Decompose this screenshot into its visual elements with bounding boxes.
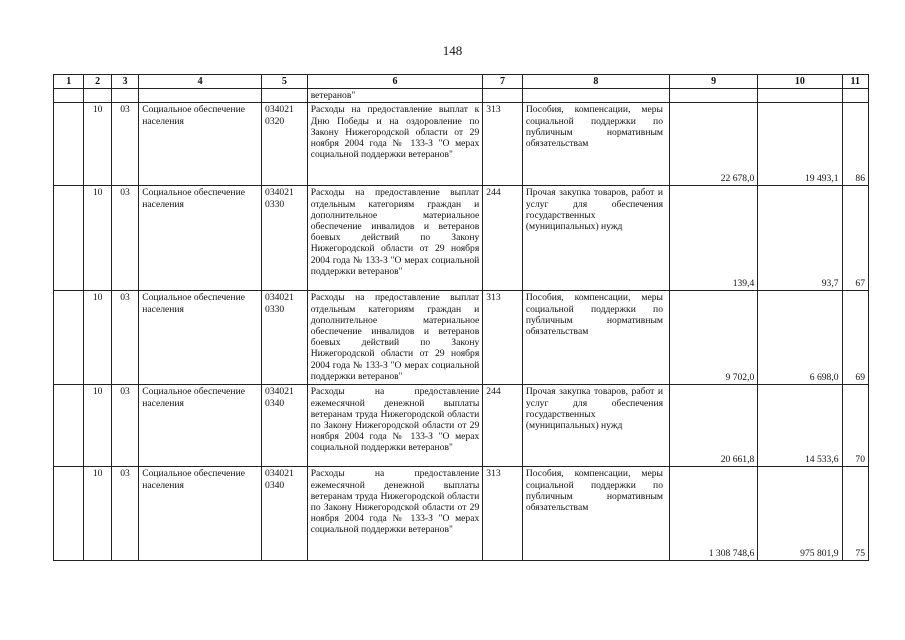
cell-value-10: 14 533,6 [758,385,842,467]
cell-value-10: 19 493,1 [758,103,842,186]
cell-expense-type: 313 [483,103,523,186]
cell-col1 [54,385,84,467]
table-row [54,291,869,385]
cell-code: 034021 0320 [262,103,308,186]
cell-name: Социальное обеспечение населения [139,186,262,291]
cell-expense-type: 313 [483,467,523,561]
cell-subsection: 03 [111,186,138,291]
table-row [54,186,869,291]
cell-subsection: 03 [111,467,138,561]
cell-name: Социальное обеспечение населения [139,291,262,385]
cell-col1 [54,186,84,291]
cell-expense-name: Прочая закупка товаров, работ и услуг для обеспечения государственных (муниципальных) нужд [522,186,669,291]
cell-description: Расходы на предоставление выплат к Дню Победы и на оздоровление по Закону Нижегородской области от 29 ноября 2004 года № 133-З "О мерах социальной поддержки ветеранов" [307,103,483,186]
header-col-9: 9 [670,75,758,89]
header-col-3: 3 [111,75,138,89]
cell-value-9: 20 661,8 [670,385,758,467]
table-row [54,467,869,561]
cell-value-10: 975 801,9 [758,467,842,561]
cell-percent: 86 [842,103,868,186]
header-row [54,75,869,89]
cell-subsection: 03 [111,103,138,186]
header-col-5: 5 [262,75,308,89]
cell-code: 034021 0340 [262,385,308,467]
cell-expense-type: 244 [483,385,523,467]
cell-description: Расходы на предоставление ежемесячной денежной выплаты ветеранам труда Нижегородской области по Закону Нижегородской области от 29 ноября 2004 года № 133-З "О мерах социальной поддержки ветеранов" [307,467,483,561]
header-col-10: 10 [758,75,842,89]
cell-code: 034021 0340 [262,467,308,561]
cell-percent: 70 [842,385,868,467]
cell-code: 034021 0330 [262,291,308,385]
cell-col1 [54,467,84,561]
header-col-6: 6 [307,75,483,89]
cell-section: 10 [84,291,111,385]
page-number: 148 [442,43,463,58]
cell-value-9: 1 308 748,6 [670,467,758,561]
cell-expense-type: 313 [483,291,523,385]
header-col-2: 2 [84,75,111,89]
header-col-8: 8 [522,75,669,89]
cell-section: 10 [84,103,111,186]
cell-expense-name: Пособия, компенсации, меры социальной поддержки по публичным нормативным обязательствам [522,467,669,561]
cell-value-9: 9 702,0 [670,291,758,385]
cell-subsection: 03 [111,291,138,385]
cell-section: 10 [84,467,111,561]
cell-name: Социальное обеспечение населения [139,103,262,186]
cell-name: Социальное обеспечение населения [139,385,262,467]
cell-subsection: 03 [111,385,138,467]
cell-percent: 75 [842,467,868,561]
header-col-1: 1 [54,75,84,89]
cell-percent: 69 [842,291,868,385]
cell-expense-name: Пособия, компенсации, меры социальной поддержки по публичным нормативным обязательствам [522,291,669,385]
cell-code: 034021 0330 [262,186,308,291]
cell-expense-name: Пособия, компенсации, меры социальной поддержки по публичным нормативным обязательствам [522,103,669,186]
cell-description: Расходы на предоставление ежемесячной денежной выплаты ветеранам труда Нижегородской области по Закону Нижегородской области от 29 ноября 2004 года № 133-З "О мерах социальной поддержки ветеранов" [307,385,483,467]
cell-value-9: 22 678,0 [670,103,758,186]
cell-expense-name: Прочая закупка товаров, работ и услуг для обеспечения государственных (муниципальных) нужд [522,385,669,467]
cell-value-10: 6 698,0 [758,291,842,385]
cell-section: 10 [84,186,111,291]
cell-description: Расходы на предоставление выплат отдельным категориям граждан и дополнительное материальное обеспечение инвалидов и ветеранов боевых действий по Закону Нижегородской области от 29 ноября 2004 года № 133-З "О мерах социальной поддержки ветеранов" [307,186,483,291]
continuation-description: ветеранов" [307,89,483,103]
cell-col1 [54,103,84,186]
cell-section: 10 [84,385,111,467]
header-col-11: 11 [842,75,868,89]
cell-expense-type: 244 [483,186,523,291]
cell-value-9: 139,4 [670,186,758,291]
cell-col1 [54,291,84,385]
cell-name: Социальное обеспечение населения [139,467,262,561]
table-row [54,385,869,467]
budget-table [53,74,869,561]
cell-value-10: 93,7 [758,186,842,291]
cell-description: Расходы на предоставление выплат отдельным категориям граждан и дополнительное материальное обеспечение инвалидов и ветеранов боевых действий по Закону Нижегородской области от 29 ноября 2004 года № 133-З "О мерах социальной поддержки ветеранов" [307,291,483,385]
header-col-4: 4 [139,75,262,89]
continuation-row [54,89,869,103]
table-row [54,103,869,186]
cell-percent: 67 [842,186,868,291]
header-col-7: 7 [483,75,523,89]
